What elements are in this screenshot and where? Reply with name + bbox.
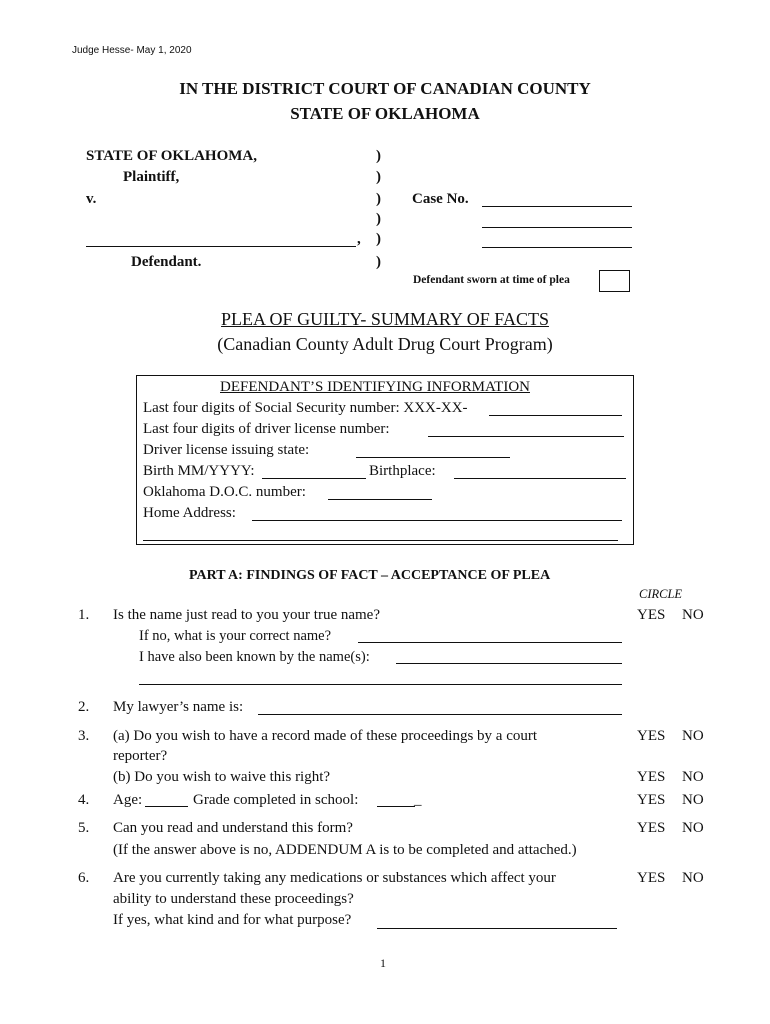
q2-text: My lawyer’s name is: xyxy=(113,699,244,715)
q4-age-line[interactable] xyxy=(145,806,188,807)
defendant-role: Defendant. xyxy=(131,254,202,270)
dl-line[interactable] xyxy=(428,436,624,437)
case-no-line-2[interactable] xyxy=(482,227,632,228)
q5-subtext: (If the answer above is no, ADDENDUM A is to be completed and attached.) xyxy=(113,842,577,858)
defendant-name-line[interactable] xyxy=(86,246,356,247)
q6-text-line3: If yes, what kind and for what purpose? xyxy=(113,912,352,928)
dl-state-label: Driver license issuing state: xyxy=(143,442,310,458)
address-label: Home Address: xyxy=(143,505,236,521)
q6-number: 6. xyxy=(78,870,90,886)
q1-no[interactable]: NO xyxy=(682,607,704,623)
part-a-heading: PART A: FINDINGS OF FACT – ACCEPTANCE OF PLEA xyxy=(189,568,551,583)
plaintiff-role: Plaintiff, xyxy=(123,169,180,185)
dl-state-line[interactable] xyxy=(356,457,510,458)
q3a-yes[interactable]: YES xyxy=(637,728,666,744)
ssn-line[interactable] xyxy=(489,415,622,416)
page-number: 1 xyxy=(380,956,386,970)
q4-no[interactable]: NO xyxy=(682,792,704,808)
q1-correct-name-label: If no, what is your correct name? xyxy=(139,628,332,644)
q3-text-a2: reporter? xyxy=(113,748,168,764)
sworn-checkbox[interactable] xyxy=(599,270,630,292)
q4-age-label: Age: xyxy=(113,792,143,808)
q1-aka-line[interactable] xyxy=(396,663,622,664)
q3-text-a1: (a) Do you wish to have a record made of these proceedings by a court xyxy=(113,728,538,744)
address-line-2[interactable] xyxy=(143,540,618,541)
versus-label: v. xyxy=(86,191,97,207)
q4-yes[interactable]: YES xyxy=(637,792,666,808)
birthplace-label: Birthplace: xyxy=(369,463,436,479)
q1-yes[interactable]: YES xyxy=(637,607,666,623)
q1-aka-line-2[interactable] xyxy=(139,684,622,685)
q6-text-line2: ability to understand these proceedings? xyxy=(113,891,354,907)
caption-comma: , xyxy=(357,231,361,247)
q3a-no[interactable]: NO xyxy=(682,728,704,744)
identity-heading: DEFENDANT’S IDENTIFYING INFORMATION xyxy=(220,379,530,395)
case-no-line-3[interactable] xyxy=(482,247,632,248)
dl-label: Last four digits of driver license number: xyxy=(143,421,390,437)
caption-paren: ) xyxy=(376,191,381,207)
q2-lawyer-line[interactable] xyxy=(258,714,622,715)
ssn-label: Last four digits of Social Security number: XXX-XX- xyxy=(143,400,468,416)
doc-line[interactable] xyxy=(328,499,432,500)
caption-paren: ) xyxy=(376,254,381,270)
q5-number: 5. xyxy=(78,820,90,836)
circle-label: CIRCLE xyxy=(639,587,683,601)
case-no-label: Case No. xyxy=(412,191,469,207)
q5-yes[interactable]: YES xyxy=(637,820,666,836)
plea-title: PLEA OF GUILTY- SUMMARY OF FACTS xyxy=(221,309,549,329)
birth-line[interactable] xyxy=(262,478,366,479)
q3-number: 3. xyxy=(78,728,90,744)
q4-grade-line[interactable] xyxy=(377,806,415,807)
header-note: Judge Hesse- May 1, 2020 xyxy=(72,45,192,56)
q5-no[interactable]: NO xyxy=(682,820,704,836)
q1-number: 1. xyxy=(78,607,90,623)
q6-no[interactable]: NO xyxy=(682,870,704,886)
q4-grade-label: Grade completed in school: xyxy=(193,792,359,808)
doc-label: Oklahoma D.O.C. number: xyxy=(143,484,306,500)
caption-paren: ) xyxy=(376,169,381,185)
q3-text-b: (b) Do you wish to waive this right? xyxy=(113,769,331,785)
plea-subtitle: (Canadian County Adult Drug Court Program) xyxy=(217,334,553,354)
plaintiff-name: STATE OF OKLAHOMA, xyxy=(86,148,257,164)
q5-text: Can you read and understand this form? xyxy=(113,820,353,836)
q6-yes[interactable]: YES xyxy=(637,870,666,886)
q6-text-line1: Are you currently taking any medications or substances which affect your xyxy=(113,870,556,886)
court-title-line2: STATE OF OKLAHOMA xyxy=(290,104,480,123)
case-no-line[interactable] xyxy=(482,206,632,207)
court-title-line1: IN THE DISTRICT COURT OF CANADIAN COUNTY xyxy=(179,79,591,98)
address-line[interactable] xyxy=(252,520,622,521)
caption-paren: ) xyxy=(376,148,381,164)
q6-answer-line[interactable] xyxy=(377,928,617,929)
q3b-yes[interactable]: YES xyxy=(637,769,666,785)
sworn-label: Defendant sworn at time of plea xyxy=(413,274,570,286)
q4-grade-tail: _ xyxy=(414,792,422,808)
q1-text: Is the name just read to you your true name? xyxy=(113,607,380,623)
caption-paren: ) xyxy=(376,231,381,247)
caption-paren: ) xyxy=(376,211,381,227)
q4-number: 4. xyxy=(78,792,90,808)
q2-number: 2. xyxy=(78,699,90,715)
q1-aka-label: I have also been known by the name(s): xyxy=(139,649,370,665)
birthplace-line[interactable] xyxy=(454,478,626,479)
birth-label: Birth MM/YYYY: xyxy=(143,463,255,479)
q3b-no[interactable]: NO xyxy=(682,769,704,785)
q1-correct-name-line[interactable] xyxy=(358,642,622,643)
